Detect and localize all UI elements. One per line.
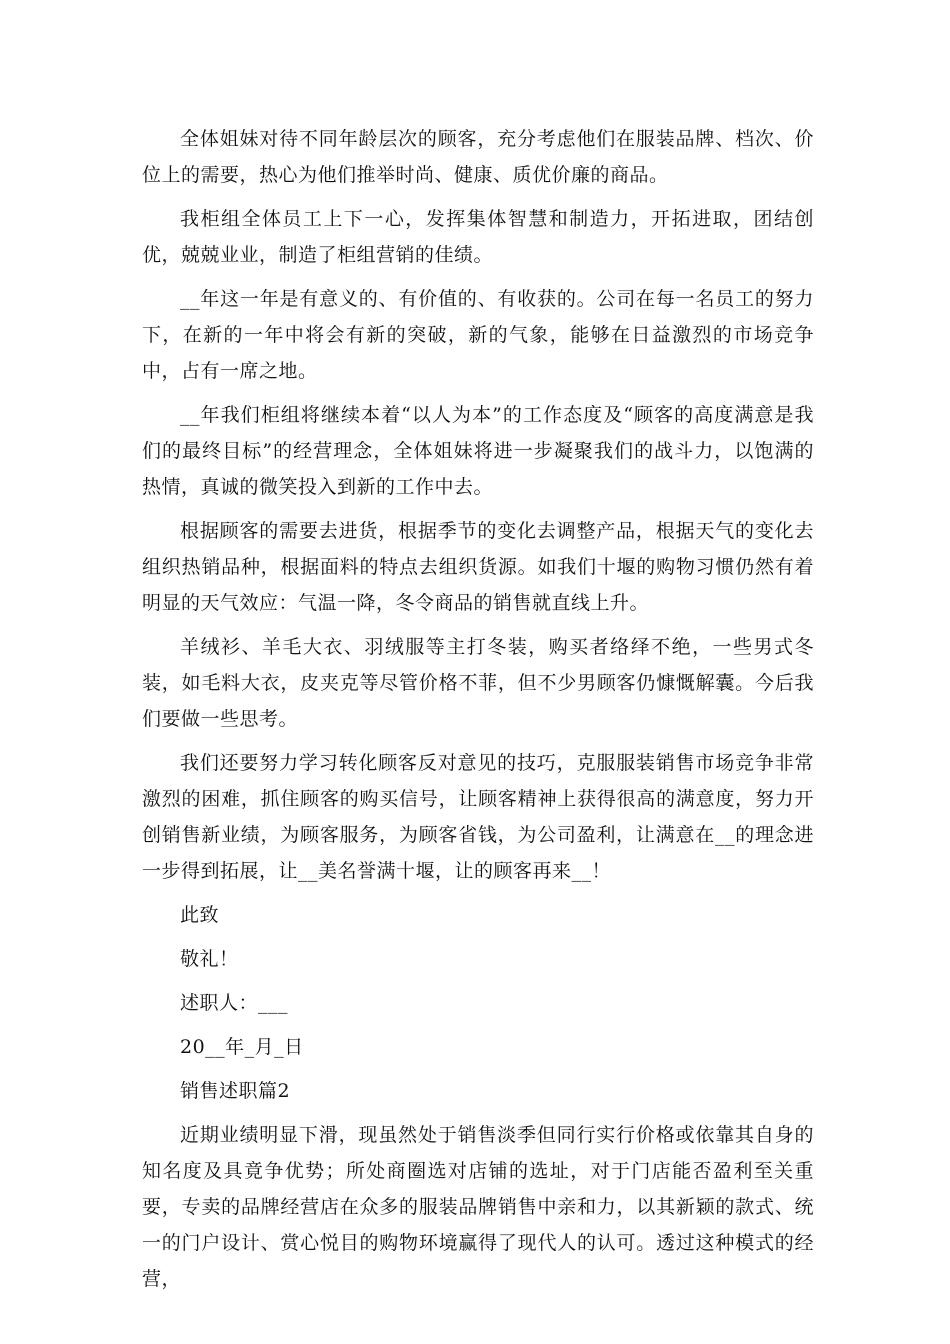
section-title: 销售述职篇2: [180, 1080, 291, 1102]
paragraph-6: 羊绒衫、羊毛大衣、羽绒服等主打冬装，购买者络绎不绝，一些男式冬装，如毛料大衣，皮夹克等尽管价格不菲，但不少男顾客仍慷慨解囊。今后我们要做一些思考。: [142, 636, 814, 730]
paragraph-1: 全体姐妹对待不同年龄层次的顾客，充分考虑他们在服装品牌、档次、价位上的需要，热心为他们推举时尚、健康、质优价廉的商品。: [142, 128, 814, 186]
closing-regards: 敬礼！: [180, 948, 239, 970]
date-line: 20__年_月_日: [180, 1036, 304, 1058]
document-page: [142, 121, 814, 1305]
paragraph-7: 我们还要努力学习转化顾客反对意见的技巧，克服服装销售市场竞争非常激烈的困难，抓住顾客的购买信号，让顾客精神上获得很高的满意度，努力开创销售新业绩，为顾客服务，为顾客省钱，为公司盈利，让满意在__的理念进一步得到拓展，让__美名誉满十堰，让的顾客再来__！: [142, 752, 814, 882]
signer-line: 述职人：___: [180, 992, 289, 1014]
section-paragraph: 近期业绩明显下滑，现虽然处于销售淡季但同行实行价格或依靠其自身的知名度及具竟争优势；所处商圈选对店铺的选址，对于门店能否盈利至关重要，专卖的品牌经营店在众多的服装品牌销售中亲和力，以其新颖的款式、统一的门户设计、赏心悦目的购物环境赢得了现代人的认可。透过这种模式的经营，: [142, 1124, 814, 1290]
paragraph-3: __年这一年是有意义的、有价值的、有收获的。公司在每一名员工的努力下，在新的一年中将会有新的突破，新的气象，能够在日益激烈的市场竞争中，占有一席之地。: [142, 288, 814, 382]
paragraph-5: 根据顾客的需要去进货，根据季节的变化去调整产品，根据天气的变化去组织热销品种，根据面料的特点去组织货源。如我们十堰的购物习惯仍然有着明显的天气效应：气温一降，冬令商品的销售就直线上升。: [142, 520, 814, 614]
paragraph-4: __年我们柜组将继续本着“以人为本”的工作态度及“顾客的高度满意是我们的最终目标”的经营理念，全体姐妹将进一步凝聚我们的战斗力，以饱满的热情，真诚的微笑投入到新的工作中去。: [142, 404, 814, 498]
closing-salutation: 此致: [180, 904, 220, 926]
paragraph-2: 我柜组全体员工上下一心，发挥集体智慧和制造力，开拓进取，团结创优，兢兢业业，制造了柜组营销的佳绩。: [142, 208, 814, 266]
